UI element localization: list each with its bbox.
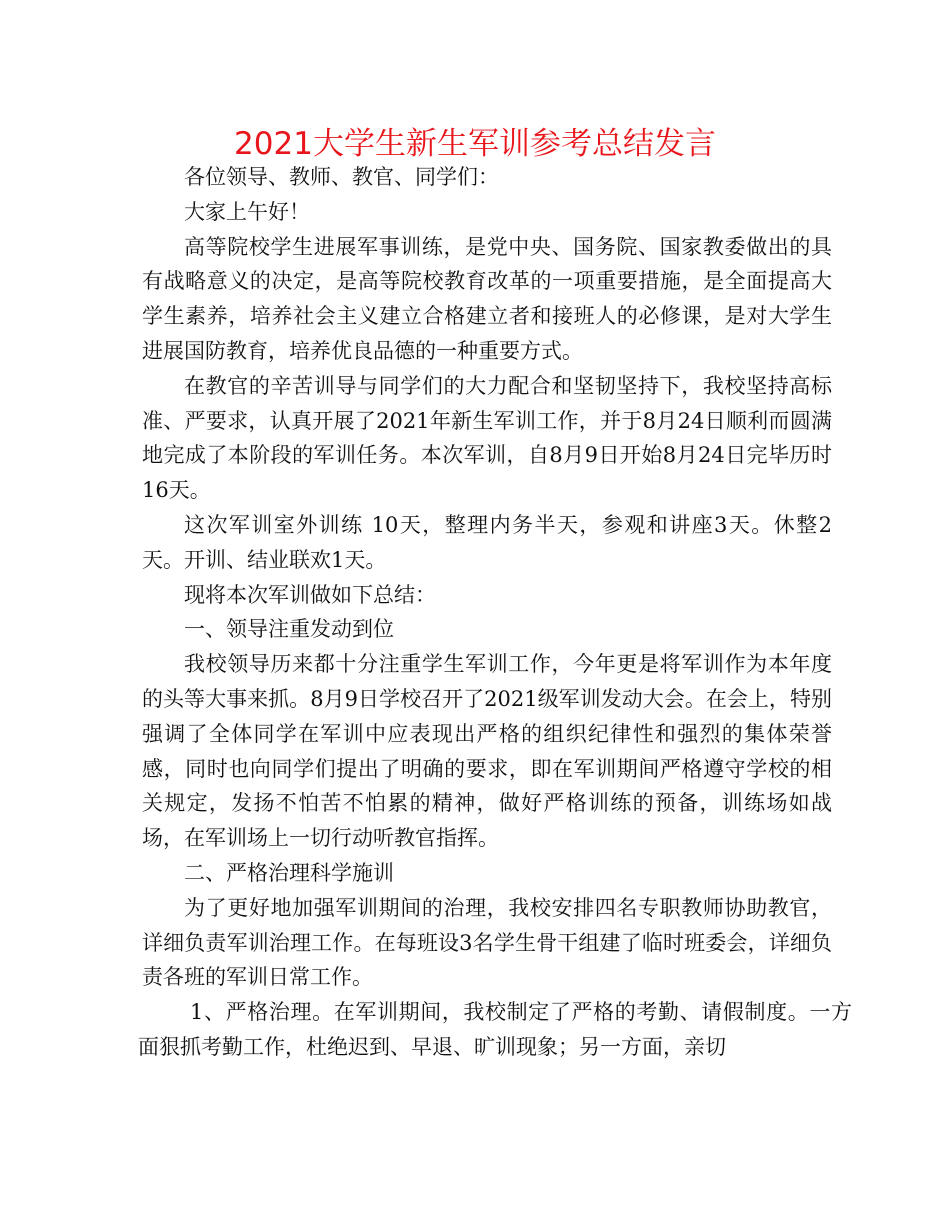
body-paragraph: 为了更好地加强军训期间的治理，我校安排四名专职教师协助教官，详细负责军训治理工作。在每班设3名学生骨干组建了临时班委会，详细负责各班的军训日常工作。 <box>142 895 832 990</box>
document-body <box>138 160 852 1065</box>
body-paragraph: 高等院校学生进展军事训练，是党中央、国务院、国家教委做出的具有战略意义的决定，是高等院校教育改革的一项重要措施，是全面提高大学生素养，培养社会主义建立合格建立者和接班人的必修课，是对大学生进展国防教育，培养优良品德的一种重要方式。 <box>142 234 832 363</box>
section-heading: 二、严格治理科学施训 <box>184 860 394 885</box>
body-paragraph: 这次军训室外训练 10天，整理内务半天，参观和讲座3天。休整2天。开训、结业联欢1天。 <box>142 512 832 572</box>
body-paragraph: 1、严格治理。在军训期间，我校制定了严格的考勤、请假制度。一方面狠抓考勤工作，杜绝迟到、早退、旷训现象；另一方面，亲切 <box>138 1000 852 1059</box>
body-paragraph: 现将本次军训做如下总结： <box>184 582 436 607</box>
document-title: 2021大学生新生军训参考总结发言 <box>234 126 716 162</box>
salutation-paragraph: 各位领导、教师、教官、同学们： <box>184 165 499 189</box>
section-heading: 一、领导注重发动到位 <box>184 617 394 642</box>
body-paragraph: 我校领导历来都十分注重学生军训工作，今年更是将军训作为本年度的头等大事来抓。8月9日学校召开了2021级军训发动大会。在会上，特别强调了全体同学在军训中应表现出严格的组织纪律性和强烈的集体荣誉感，同时也向同学们提出了明确的要求，即在军训期间严格遵守学校的相关规定，发扬不怕苦不怕累的精神，做好严格训练的预备，训练场如战场，在军训场上一切行动听教官指挥。 <box>142 652 832 851</box>
body-paragraph: 在教官的辛苦训导与同学们的大力配合和坚韧坚持下，我校坚持高标准、严要求，认真开展了2021年新生军训工作，并于8月24日顺利而圆满地完成了本阶段的军训任务。本次军训，自8月9日开始8月24日完毕历时16天。 <box>142 373 832 503</box>
greeting-paragraph: 大家上午好！ <box>184 199 310 224</box>
